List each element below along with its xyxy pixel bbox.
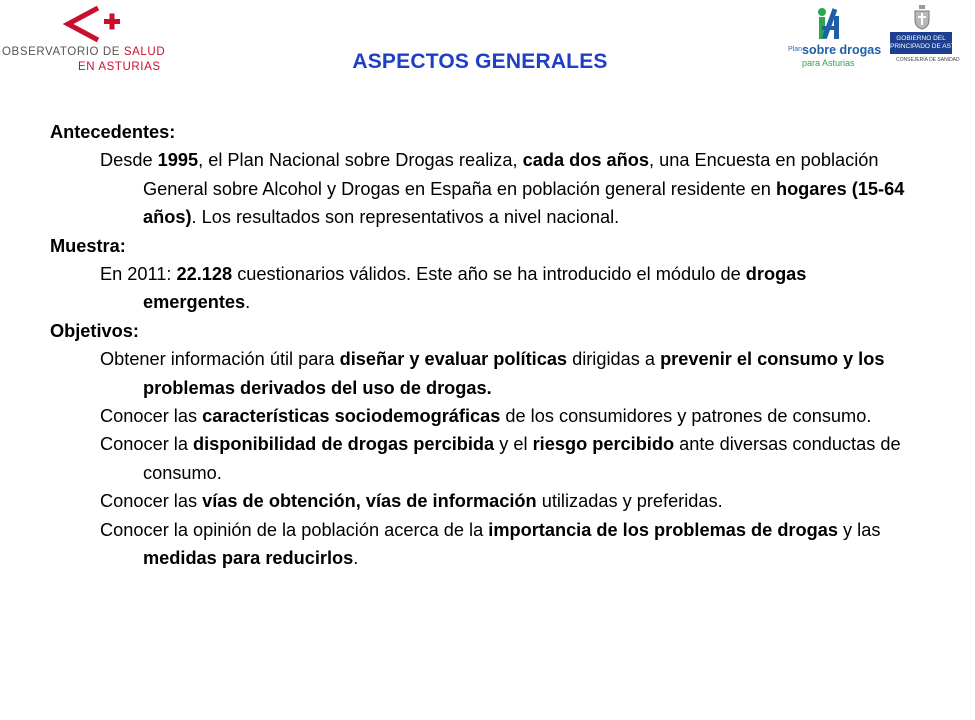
observatorio-name: OBSERVATORIO DE SALUD (2, 46, 166, 58)
objetivo-item: Obtener información útil para diseñar y evaluar políticas dirigidas a prevenir el consumo y los problemas derivados del uso de drogas. (100, 349, 885, 398)
objetivo-item: Conocer las características sociodemográficas de los consumidores y patrones de consumo. (100, 406, 872, 427)
objetivo-item: Conocer las vías de obtención, vías de información utilizadas y preferidas. (100, 491, 723, 512)
gobierno-line1: GOBIERNO DEL (896, 35, 946, 42)
plan-label-sub: para Asturias (802, 58, 855, 68)
antecedentes-paragraph: Desde 1995, el Plan Nacional sobre Drogas realiza, cada dos años, una Encuesta en población General sobre Alcohol y Drogas en España en población general residente en hogares (15-64 años). Los resultados son representativos a nivel nacional. (100, 150, 905, 228)
heading-objetivos: Objetivos: (50, 320, 139, 341)
gobierno-banner (890, 32, 975, 54)
heading-muestra: Muestra: (50, 235, 126, 256)
objetivo-item: Conocer la disponibilidad de drogas percibida y el riesgo percibido ante diversas conductas de consumo. (100, 434, 901, 483)
plan-drogas-logo (780, 2, 880, 72)
gobierno-small-label: CONSEJERÍA DE SANIDAD (896, 57, 960, 63)
coat-of-arms-icon (912, 4, 932, 30)
page-title: ASPECTOS GENERALES (352, 50, 608, 73)
observatorio-region: EN ASTURIAS (78, 61, 161, 73)
plan-drogas-figure-icon (808, 4, 848, 42)
gobierno-logo (888, 2, 975, 68)
plan-label-small: Plan (788, 46, 803, 53)
muestra-paragraph: En 2011: 22.128 cuestionarios válidos. Este año se ha introducido el módulo de drogas emergentes. (100, 264, 807, 313)
heading-antecedentes: Antecedentes: (50, 122, 176, 142)
gobierno-line2: PRINCIPADO DE ASTURIAS (890, 43, 975, 50)
observatorio-symbol-icon (64, 4, 126, 44)
objetivo-item: Conocer la opinión de la población acerca de la importancia de los problemas de drogas y las medidas para reducirlos. (100, 519, 881, 569)
slide-content (50, 118, 910, 573)
plan-label-big: sobre drogas (802, 43, 882, 57)
